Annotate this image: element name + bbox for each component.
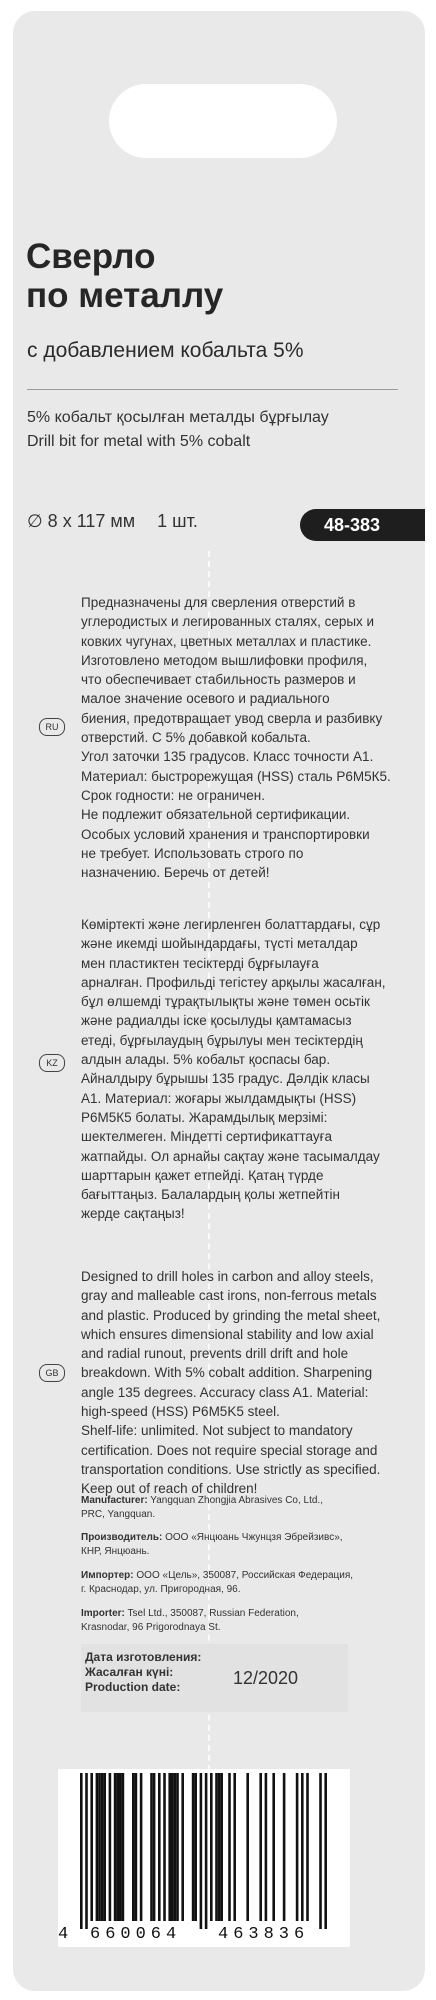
barcode-left-group: 660064 [90,1925,182,1944]
barcode-bar [181,1773,184,1921]
barcode-bar [228,1773,231,1921]
importer-ru-info: Импортер: ООО «Цель», 350087, Российская Федерация, г. Краснодар, ул. Пригородная, 96. [81,1570,354,1595]
barcode-bar [301,1773,304,1921]
package-quantity: 1 шт. [157,511,198,531]
manufacturer-info: Manufacturer: Yangquan Zhongjia Abrasives Co, Ltd., PRC, Yangquan. [81,1495,323,1520]
packaging-card [13,11,425,1991]
barcode-bar [218,1773,221,1921]
importer-en-info: Importer: Tsel Ltd., 350087, Russian Federation, Krasnodar, 96 Prigorodnaya St. [81,1608,299,1633]
barcode-bar [174,1773,177,1921]
barcode-bar [101,1773,104,1921]
language-badge-gb: GB [39,1364,65,1382]
language-badge-ru: RU [39,718,65,736]
barcode-bar [200,1773,203,1929]
ean13-barcode [58,1769,350,1947]
barcode-bar [132,1773,135,1921]
tagline-kz: 5% кобальт қосылған металды бұрғылау [27,409,329,426]
barcode-bar [158,1773,161,1921]
drill-size: ∅ 8 x 117 мм [27,511,136,531]
barcode-bar [140,1773,143,1921]
barcode-bar [176,1773,179,1921]
production-date-box [81,1644,348,1712]
barcode-right-group: 463836 [218,1925,310,1944]
description-ru: Предназначены для сверления отверстий в углеродистых и легированных сталях, серых и ковких чугунах, цветных металлах и пластике. Изготовлено методом вышлифовки профиля, что обеспечивает стабильность размеров и малое значение осевого и радиального биения, предотвращает увод сверла и разбивку отверстий. С 5% добавкой кобальта. Угол заточки 135 градусов. Класс точности А1. Материал: быстрорежущая (HSS) сталь Р6М5К5. Срок годности: не ограничен. Не подлежит обязательной сертификации. Особых условий хранения и транспортировки не требует. Использовать строго по назначению. Беречь от детей! [81,595,391,881]
divider [27,389,398,390]
barcode-bar [98,1773,101,1921]
barcode-bar [171,1773,174,1921]
barcode-bar [114,1773,117,1921]
product-subtitle: с добавлением кобальта 5% [27,339,304,362]
barcode-bar [205,1773,208,1929]
barcode-bar [90,1773,93,1921]
barcode-bar [324,1773,327,1929]
barcode-bar [80,1773,83,1929]
barcode-bars [58,1769,350,1929]
hang-hole [109,84,337,158]
barcode-bar [215,1773,218,1921]
barcode-bar [210,1773,213,1921]
barcode-bar [103,1773,106,1921]
barcode-bar [168,1773,171,1921]
barcode-bar [109,1773,112,1921]
barcode-first-digit: 4 [58,1925,69,1944]
barcode-bar [153,1773,156,1921]
spec-line [27,511,198,532]
article-number-badge: 48-383 [300,509,425,541]
barcode-bar [85,1773,88,1929]
barcode-bar [135,1773,138,1921]
barcode-bar [122,1773,125,1921]
tagline-en: Drill bit for metal with 5% cobalt [27,433,251,450]
description-kz: Көміртекті және легирленген болаттардағы, сұр және икемді шойындардағы, түсті металдар мен пластиктен тесіктерді бұрғылауға арналған. Профильді тегістеу арқылы жасалған, бұл өлшемді тұрақтылықты және төмен осьтік және радиалды іске қосылуды қамтамасыз етеді, бұрғылаудың бұрылуы мен тесіктердің алдын алады. 5% кобальт қоспасы бар. Айналдыру бұрышы 135 градус. Дәлдік класы А1. Материал: жоғары жылдамдықты (HSS) Р6М5К5 болаты. Жарамдылық мерзімі: шектелмеген. Міндетті сертификаттауға жатпайды. Ол арнайы сақтау және тасымалдау шарттарын қажет етпейді. Қатаң түрде бағыттаңыз. Балалардың қолы жетпейтін жерде сақтаңыз! [81,917,386,1222]
product-title: Сверло по металлу [26,237,224,315]
barcode-bar [259,1773,262,1921]
barcode-bar [150,1773,153,1921]
language-badge-kz: KZ [39,1054,65,1072]
barcode-bar [163,1773,166,1921]
barcode-bar [283,1773,286,1921]
production-date-labels: Дата изготовления: Жасалған күні: Production date: [85,1650,202,1694]
barcode-bar [220,1773,223,1921]
barcode-bar [319,1773,322,1929]
barcode-bar [296,1773,299,1921]
barcode-bar [96,1773,99,1921]
producer-info: Производитель: ООО «Янцюань Чжунцзя Эбрейзивс», КНР, Янцюань. [81,1532,343,1557]
barcode-bar [194,1773,197,1921]
barcode-bar [233,1773,236,1921]
production-date-value: 12/2020 [233,1668,299,1688]
barcode-bar [265,1773,268,1921]
barcode-bar [119,1773,122,1921]
barcode-bar [306,1773,309,1921]
barcode-bar [272,1773,275,1921]
barcode-bar [116,1773,119,1921]
barcode-bar [192,1773,195,1921]
description-en: Designed to drill holes in carbon and alloy steels, gray and malleable cast irons, non-ferrous metals and plastic. Produced by grinding the metal sheet, which ensures dimensional stability and low axial and radial runout, prevents drill drift and hole breakdown. With 5% cobalt addition. Sharpening angle 135 degrees. Accuracy class A1. Material: high-speed (HSS) P6M5K5 steel. Shelf-life: unlimited. Not subject to mandatory certification. Does not require special storage and transportation conditions. Use strictly as specified. Keep out of reach of children! [81,1269,381,1497]
barcode-bar [246,1773,249,1921]
